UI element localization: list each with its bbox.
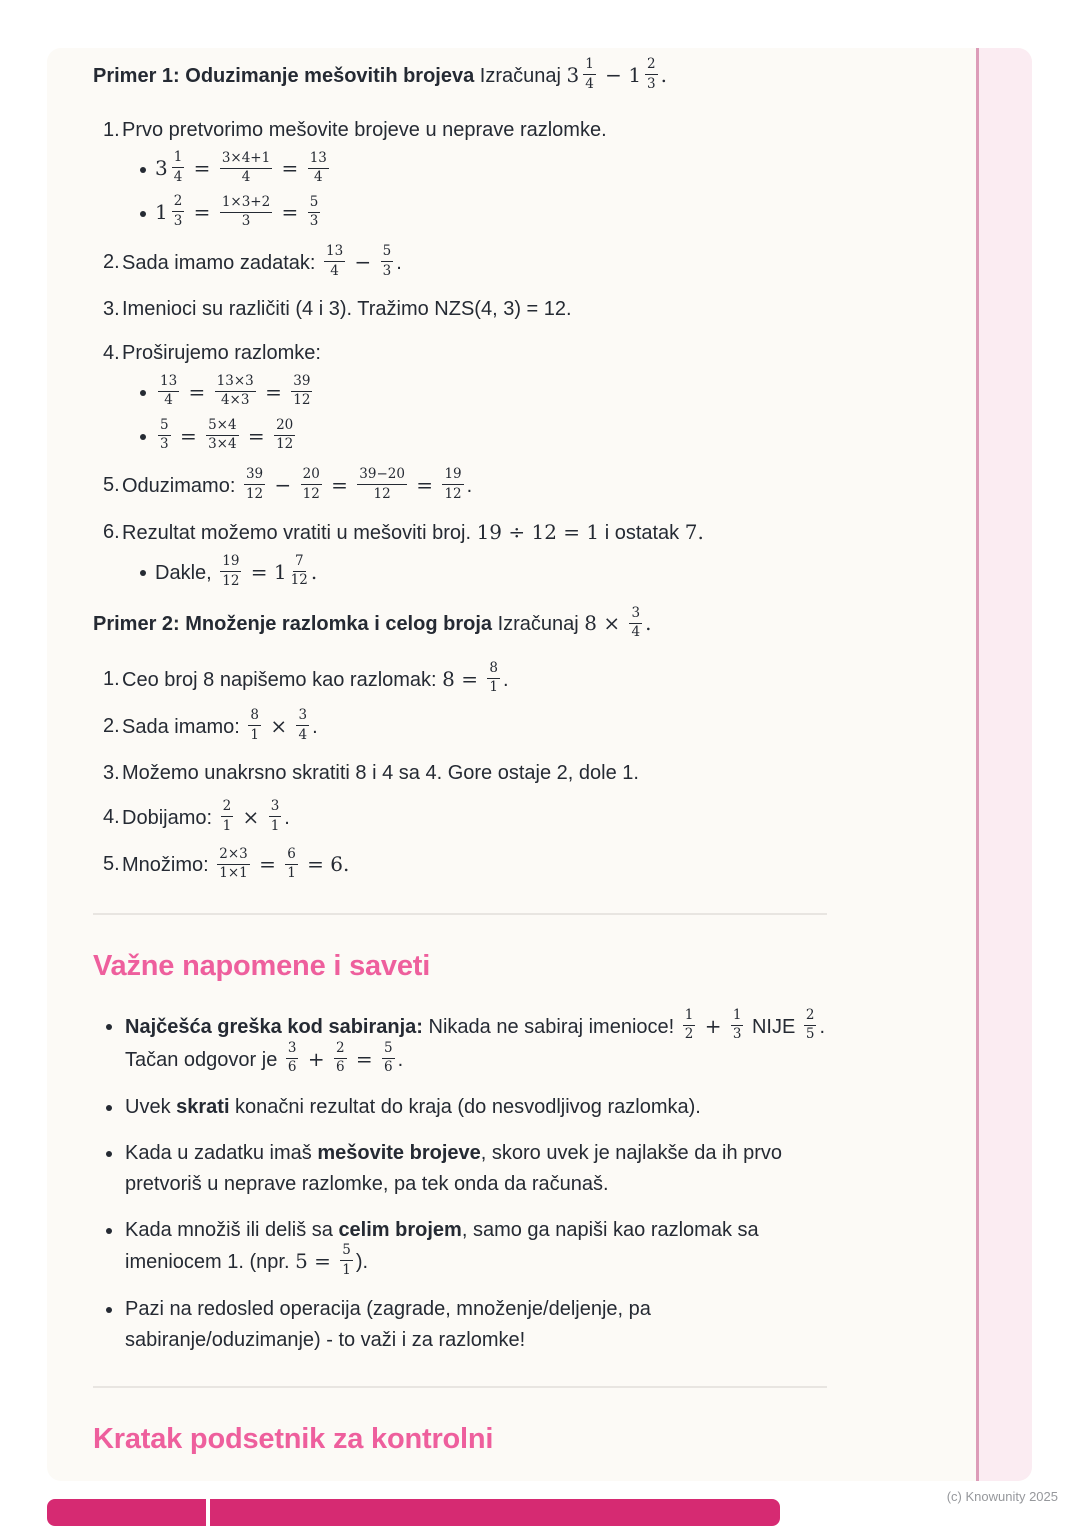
sub-bullet-list	[139, 374, 827, 456]
step-body	[122, 466, 827, 503]
sub-bullet-item	[139, 195, 827, 233]
step-text	[122, 659, 509, 696]
text-run: konačni rezultat do kraja (do nesvodljivog razlomka).	[229, 1095, 701, 1118]
math-run: 8 ×	[584, 611, 627, 636]
fraction-numerator: 5	[382, 1042, 395, 1059]
fraction	[357, 468, 407, 501]
fraction-denominator: 4	[164, 392, 173, 409]
fraction	[382, 1039, 395, 1076]
step-number: 3.	[103, 762, 120, 785]
math-run: =	[409, 473, 440, 498]
fraction-denominator: 6	[287, 1059, 297, 1076]
fraction-denominator: 4	[298, 726, 308, 743]
math-run: +	[698, 1013, 728, 1038]
fraction	[324, 245, 345, 278]
step-text	[122, 119, 607, 141]
text-run: Oduzimamo:	[122, 475, 241, 498]
text-run: NIJE	[746, 1015, 801, 1038]
mixed-number	[273, 552, 311, 589]
fraction	[244, 468, 265, 501]
fraction-denominator: 4	[173, 168, 183, 185]
example-1-steps	[93, 115, 827, 592]
fraction	[290, 552, 308, 589]
bold-text: Primer 2: Množenje razlomka i celog broja	[93, 613, 493, 636]
step-item	[93, 758, 827, 788]
fraction	[301, 468, 322, 501]
text-run: Rezultat možemo vratiti u mešoviti broj.	[122, 522, 477, 545]
fraction	[248, 709, 261, 742]
fraction	[308, 193, 321, 230]
math-run: =	[241, 423, 272, 448]
fraction	[158, 372, 179, 409]
fraction-numerator: 2	[221, 800, 234, 817]
bullet-dot-icon	[139, 151, 155, 189]
text-run: Prvo pretvorimo mešovite brojeve u neprave razlomke.	[122, 119, 607, 141]
math-run: −	[268, 473, 298, 498]
fraction-numerator: 2	[645, 58, 658, 75]
bold-text: mešovite brojeve	[317, 1141, 481, 1164]
step-number: 6.	[103, 521, 120, 544]
fraction	[269, 800, 282, 833]
math-run: .	[310, 559, 318, 584]
fraction-denominator: 3	[732, 1026, 742, 1043]
fraction	[334, 1039, 347, 1076]
text-run: .	[312, 715, 318, 738]
text-run: Kada množiš ili deliš sa	[125, 1218, 339, 1241]
fraction-numerator: 8	[487, 662, 500, 679]
fraction	[172, 151, 185, 184]
step-number: 2.	[103, 251, 120, 273]
bold-text: Primer 1: Oduzimanje mešovitih brojeva	[93, 65, 475, 87]
fraction-numerator: 1×3+2	[220, 196, 272, 213]
mixed-number	[566, 56, 599, 92]
fraction-numerator: 13	[324, 245, 345, 262]
fraction	[285, 845, 298, 882]
step-text	[122, 798, 290, 834]
step-body	[122, 659, 827, 697]
text-run: Dobijamo:	[122, 807, 218, 830]
sub-bullet-text	[155, 552, 318, 590]
fraction-numerator: 1	[583, 58, 596, 75]
fraction	[206, 416, 239, 453]
fraction	[215, 372, 256, 409]
fraction-denominator: 12	[373, 485, 391, 502]
sub-bullet-item	[139, 374, 827, 412]
bullet-item	[93, 1092, 827, 1123]
sub-bullet-text	[155, 416, 298, 454]
step-item	[93, 466, 827, 503]
step-body	[122, 758, 827, 788]
step-number: 3.	[103, 298, 120, 321]
fraction-denominator: 3	[382, 262, 392, 279]
step-item	[93, 338, 827, 456]
fraction-denominator: 4	[313, 169, 323, 186]
step-body	[122, 243, 827, 280]
fraction	[220, 555, 241, 588]
text-run: Kada u zadatku imaš	[125, 1141, 318, 1164]
example-1-title	[93, 58, 827, 93]
math-run: =	[173, 423, 204, 448]
bold-text: celim brojem	[338, 1218, 462, 1241]
text-run: Uvek	[125, 1095, 177, 1118]
whole-number: 3	[566, 63, 580, 87]
text-run: Imenioci su različiti (4 i 3). Tražimo NZS(4, 3) = 12.	[122, 298, 572, 321]
fraction-numerator: 13×3	[215, 375, 256, 392]
text-run: Možemo unakrsno skratiti 8 i 4 sa 4. Gore ostaje 2, dole 1.	[122, 762, 639, 785]
content-divider-1	[93, 913, 827, 915]
fraction-denominator: 3	[647, 75, 656, 92]
bullet-dot-icon	[139, 554, 155, 592]
fraction-denominator: 1	[287, 865, 296, 882]
text-run: .	[284, 807, 290, 830]
bullet-dot-icon	[139, 418, 155, 456]
content-divider-2	[93, 1386, 827, 1388]
whole-number: 1	[273, 559, 287, 584]
fraction-denominator: 4	[241, 169, 251, 186]
text-run: Izračunaj	[492, 613, 585, 636]
document-page	[47, 48, 1032, 1481]
step-number: 1.	[103, 119, 120, 141]
step-item	[93, 798, 827, 835]
fraction-numerator: 5	[308, 196, 321, 213]
text-run: Pazi na redosled operacija (zagrade, množenje/deljenje, pa sabiranje/oduzimanje) - to važi i za razlomke!	[125, 1298, 651, 1352]
math-run: +	[301, 1046, 331, 1071]
fraction-numerator: 39−20	[357, 468, 407, 485]
whole-number: 1	[155, 200, 168, 225]
document-content	[93, 48, 827, 1481]
math-run: =	[252, 852, 283, 877]
fraction-denominator: 6	[384, 1059, 393, 1076]
step-body	[122, 338, 827, 456]
text-run: .	[502, 668, 509, 691]
fraction	[274, 416, 295, 453]
fraction-numerator: 3	[296, 709, 309, 726]
fraction-numerator: 19	[220, 555, 241, 572]
fraction-denominator: 12	[222, 572, 240, 589]
fraction-numerator: 2	[804, 1009, 817, 1026]
text-run: Sada imamo zadatak:	[122, 252, 321, 274]
fraction-numerator: 13	[308, 152, 329, 169]
example-2-steps	[93, 659, 827, 883]
fraction-denominator: 6	[335, 1059, 345, 1076]
step-body	[122, 294, 827, 324]
fraction	[340, 1244, 353, 1277]
fraction-denominator: 3	[309, 213, 319, 230]
text-run: , samo ga napiši kao razlomak sa imeniocem 1. (npr.	[125, 1218, 759, 1273]
fraction-denominator: 4	[585, 75, 594, 92]
fraction-numerator: 2	[172, 195, 185, 212]
step-number: 2.	[103, 714, 120, 737]
fraction	[583, 58, 596, 91]
text-run: , skoro uvek je najlakše da ih prvo pretvoriš u neprave razlomke, pa tek onda da računaš.	[125, 1141, 783, 1195]
math-run: =	[324, 473, 355, 498]
step-body	[122, 798, 827, 835]
fraction-numerator: 5×4	[206, 419, 239, 436]
fraction	[683, 1006, 696, 1043]
step-text	[122, 298, 572, 320]
copyright-text: (c) Knowunity 2025	[946, 1489, 1058, 1504]
bold-text: skrati	[176, 1095, 230, 1118]
math-run: ×	[236, 805, 266, 830]
fraction	[645, 58, 658, 91]
step-body	[122, 115, 827, 233]
step-number: 4.	[103, 806, 120, 829]
step-item	[93, 243, 827, 280]
step-text	[122, 522, 704, 544]
fraction	[804, 1006, 817, 1043]
fraction-denominator: 3	[160, 436, 169, 453]
fraction-denominator: 3	[241, 213, 251, 230]
fraction-numerator: 1	[731, 1009, 744, 1026]
fraction	[291, 372, 312, 409]
step-number: 5.	[103, 474, 120, 497]
bullet-text	[125, 1215, 827, 1279]
step-body	[122, 845, 827, 882]
fraction	[487, 659, 500, 696]
fraction-numerator: 5	[381, 245, 394, 262]
bullet-text	[125, 1294, 827, 1356]
fraction	[221, 800, 234, 833]
sub-bullet-text	[155, 149, 332, 186]
fraction-denominator: 12	[302, 485, 320, 502]
text-run: i ostatak	[599, 522, 685, 545]
fraction-numerator: 13	[158, 375, 179, 392]
fraction-numerator: 5	[340, 1244, 353, 1261]
bullet-dot-icon	[139, 195, 155, 233]
fraction-numerator: 3×4+1	[220, 152, 272, 169]
bullet-dot-icon	[139, 374, 155, 412]
example-2-title	[93, 606, 827, 641]
fraction-denominator: 1	[489, 679, 498, 696]
fraction-numerator: 1	[683, 1009, 696, 1026]
fraction	[731, 1006, 744, 1043]
bullet-dot-icon	[105, 1294, 125, 1356]
step-number: 4.	[103, 342, 120, 365]
fraction-denominator: 1	[342, 1261, 351, 1278]
step-item	[93, 294, 827, 324]
mixed-number	[155, 149, 187, 185]
step-number: 1.	[103, 667, 120, 690]
fraction-denominator: 1	[270, 817, 280, 834]
step-text	[122, 762, 639, 784]
fraction-denominator: 4	[330, 262, 339, 279]
text-run: Ceo broj 8 napišemo kao razlomak:	[122, 668, 443, 691]
math-run: =	[349, 1046, 380, 1071]
bullet-text	[125, 1006, 827, 1077]
text-run: .	[466, 475, 473, 498]
bullet-dot-icon	[105, 1011, 125, 1077]
text-run: Nikada ne sabiraj imenioce!	[422, 1015, 680, 1038]
bold-text: Najčešća greška kod sabiranja:	[125, 1015, 423, 1038]
math-run: =	[275, 200, 305, 225]
math-run: =	[244, 559, 274, 584]
math-run: =	[187, 200, 217, 225]
fraction-numerator: 39	[244, 468, 265, 485]
fraction-numerator: 8	[248, 709, 261, 726]
sub-bullet-text	[155, 372, 315, 410]
fraction-numerator: 7	[293, 555, 306, 572]
page-edge-stripe	[976, 48, 1032, 1481]
math-run: −	[348, 250, 378, 274]
bullet-dot-icon	[105, 1092, 125, 1123]
mixed-number	[155, 193, 187, 229]
math-run: 19 ÷ 12 = 1	[476, 520, 600, 545]
fraction-denominator: 1	[222, 817, 232, 834]
fraction	[220, 149, 272, 186]
math-run: 8 =	[442, 666, 485, 691]
fraction	[296, 709, 309, 742]
fraction-denominator: 2	[684, 1026, 694, 1043]
table-header-cell-1	[47, 1499, 206, 1526]
whole-number: 1	[628, 63, 642, 87]
fraction	[442, 468, 463, 501]
fraction-numerator: 19	[442, 468, 463, 485]
text-run: Množimo:	[122, 854, 215, 877]
sub-bullet-item	[139, 418, 827, 456]
bullet-item	[93, 1215, 827, 1279]
fraction	[308, 149, 329, 186]
fraction-numerator: 39	[291, 375, 312, 392]
bullet-item	[93, 1138, 827, 1200]
fraction-denominator: 1	[250, 726, 259, 743]
fraction-denominator: 12	[293, 392, 311, 409]
bullet-dot-icon	[105, 1138, 125, 1200]
step-item	[93, 707, 827, 744]
fraction-numerator: 2×3	[217, 848, 250, 865]
step-body	[122, 707, 827, 744]
sub-bullet-item	[139, 554, 827, 592]
step-item	[93, 845, 827, 882]
sub-bullet-item	[139, 151, 827, 189]
fraction	[217, 845, 250, 882]
step-item	[93, 115, 827, 233]
bullet-dot-icon	[105, 1215, 125, 1279]
math-run: .	[645, 611, 652, 636]
text-run: ).	[355, 1250, 369, 1273]
fraction-numerator: 2	[334, 1042, 347, 1059]
fraction-denominator: 4×3	[220, 392, 250, 409]
notes-heading: Važne napomene i saveti	[93, 949, 431, 982]
math-run: =	[258, 379, 289, 404]
step-text	[122, 707, 318, 743]
sub-bullet-list	[139, 554, 827, 592]
fraction-denominator: 3	[173, 212, 183, 229]
fraction-denominator: 12	[245, 485, 264, 502]
step-body	[122, 517, 827, 592]
step-text	[122, 243, 402, 279]
text-run: Proširujemo razlomke:	[122, 342, 321, 365]
math-run: 7.	[684, 520, 704, 545]
table-header-bar	[47, 1499, 780, 1526]
text-run: Dakle,	[155, 561, 218, 584]
fraction-numerator: 20	[301, 468, 322, 485]
step-text	[122, 466, 473, 502]
bullet-item	[93, 1294, 827, 1356]
fraction-numerator: 3	[629, 607, 642, 624]
step-text	[122, 342, 321, 364]
sub-bullet-text	[155, 193, 323, 230]
math-run: =	[275, 156, 305, 181]
math-run: 5 =	[295, 1248, 338, 1273]
math-run: −	[598, 63, 629, 87]
step-number: 5.	[103, 853, 120, 876]
text-run: . Tačan odgovor je	[125, 1015, 826, 1071]
fraction	[381, 245, 394, 278]
math-run: =	[187, 156, 217, 181]
math-run: ×	[263, 713, 294, 738]
fraction-numerator: 5	[158, 419, 171, 436]
fraction-denominator: 12	[290, 572, 308, 589]
fraction-numerator: 6	[285, 848, 298, 865]
bullet-text	[125, 1138, 827, 1200]
mixed-number	[628, 56, 660, 92]
step-item	[93, 517, 827, 592]
fraction	[629, 604, 642, 641]
fraction-numerator: 3	[269, 800, 282, 817]
math-run: .	[660, 63, 667, 87]
fraction-numerator: 1	[172, 151, 185, 168]
fraction-denominator: 3×4	[208, 436, 237, 453]
text-run: .	[396, 252, 402, 274]
fraction-denominator: 5	[805, 1026, 815, 1043]
fraction-denominator: 12	[276, 436, 294, 453]
fraction-numerator: 20	[274, 419, 295, 436]
text-run: Izračunaj	[474, 65, 567, 87]
fraction-numerator: 3	[286, 1042, 299, 1059]
step-item	[93, 659, 827, 697]
math-run: = 6.	[300, 852, 350, 877]
sub-bullet-list	[139, 151, 827, 233]
fraction-denominator: 4	[631, 624, 641, 641]
text-run: .	[397, 1048, 404, 1071]
notes-list	[93, 1006, 827, 1357]
fraction-denominator: 12	[444, 485, 462, 502]
fraction	[172, 195, 185, 228]
fraction	[286, 1039, 299, 1076]
fraction	[158, 416, 171, 453]
math-run: =	[182, 379, 212, 404]
fraction	[220, 193, 272, 230]
text-run: Sada imamo:	[122, 715, 246, 738]
reminder-heading: Kratak podsetnik za kontrolni	[93, 1423, 494, 1456]
bullet-item	[93, 1006, 827, 1077]
fraction-denominator: 1×1	[219, 865, 248, 882]
table-header-cell-2	[210, 1499, 780, 1526]
whole-number: 3	[155, 156, 168, 181]
bullet-text	[125, 1092, 827, 1123]
